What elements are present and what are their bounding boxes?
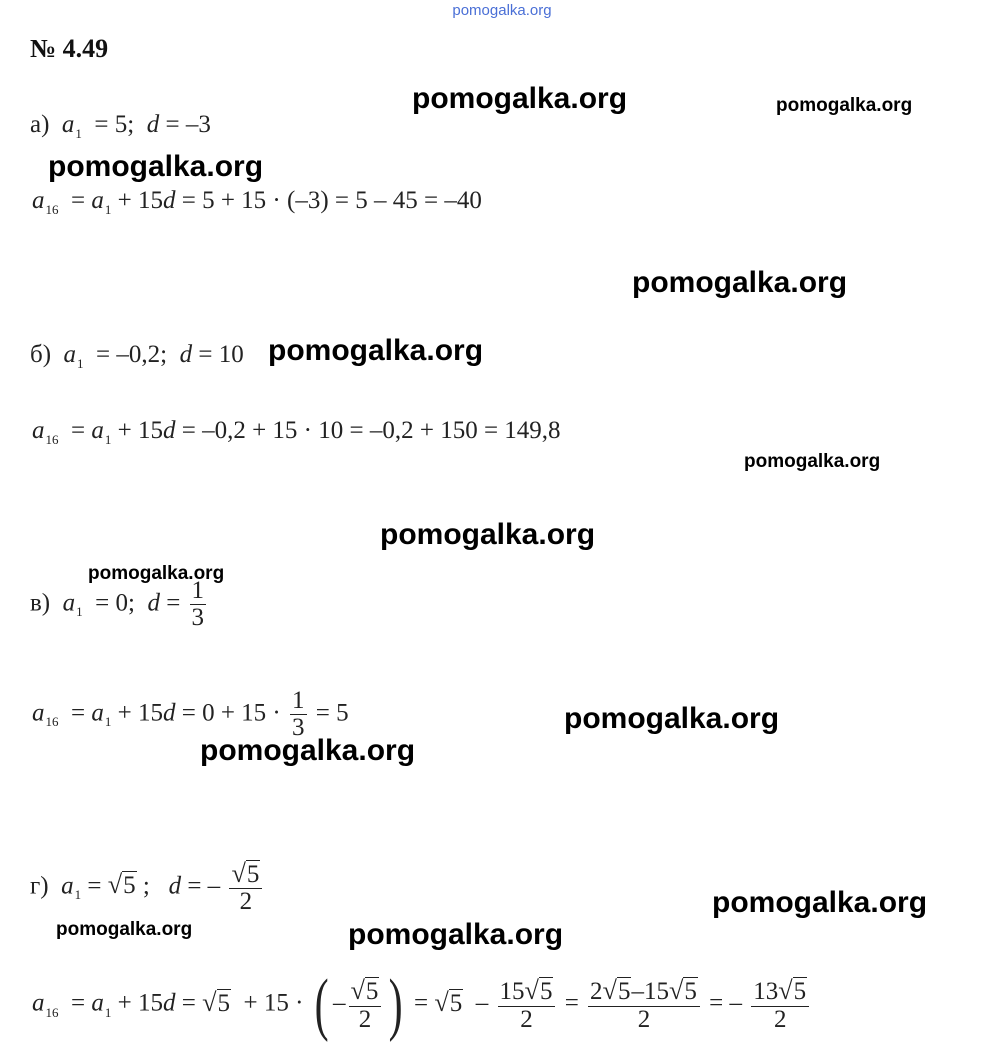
part-v-given: в) $a_1 = 0$; d = $\frac{1}{3}$: [30, 577, 205, 632]
watermark: pomogalka.org: [776, 95, 913, 116]
fraction: $\frac{1}{3}$: [191, 577, 205, 632]
part-v-solution: $a_{16} = a_1 + 15d = 0 + 15$ · $\frac{1}{3}$ = 5: [32, 687, 349, 742]
watermark: pomogalka.org: [744, 451, 881, 472]
watermark: pomogalka.org: [412, 82, 628, 115]
watermark: pomogalka.org: [564, 702, 780, 735]
watermark: pomogalka.org: [200, 734, 416, 767]
fraction: $\frac{1}{3}$: [292, 687, 305, 742]
watermark: pomogalka.org: [48, 150, 264, 183]
part-a-given: а) $a_1 = 5$; d = –3: [30, 111, 211, 141]
site-header-link[interactable]: pomogalka.org: [452, 2, 552, 19]
watermark: pomogalka.org: [380, 518, 596, 551]
fraction: $\frac{√5}{2}$: [229, 860, 262, 916]
part-g-given: г) $a_1 = √5$ ; d = – $\frac{√5}{2}$: [30, 860, 265, 916]
fraction: $\frac{15√5}{2}$: [498, 977, 556, 1033]
problem-number: № 4.49: [30, 34, 109, 63]
watermark: pomogalka.org: [712, 886, 928, 919]
watermark: pomogalka.org: [88, 563, 225, 584]
part-b-given: б) $a_1 = -0,2$; d = 10: [30, 341, 244, 371]
fraction: $\frac{√5}{2}$: [349, 977, 382, 1033]
watermark: pomogalka.org: [632, 266, 848, 299]
watermark: pomogalka.org: [268, 334, 484, 367]
part-a-solution: $a_{16} = a_1 + 15d = 5 + 15 \cdot (-3) = 5 - 45 = -40$: [32, 187, 482, 217]
sqrt-expression: √5: [107, 870, 136, 900]
fraction: $\frac{13√5}{2}$: [751, 977, 809, 1033]
watermark: pomogalka.org: [348, 918, 564, 951]
watermark: pomogalka.org: [56, 919, 193, 940]
part-g-solution: $a_{16} = a_1 + 15d = √5 + 15$ · ( – $\frac{√5}{2}$ ) = √5 – $\frac{15√5}{2}$ = $\frac{2√5-15√5}{2}$ = – $\frac{13√5}{2}$: [32, 970, 812, 1040]
fraction: $\frac{2√5-15√5}{2}$: [588, 977, 700, 1033]
part-b-solution: $a_{16} = a_1 + 15d = -0,2 + 15 \cdot 10 = -0,2 + 150 = 149,8$: [32, 417, 561, 447]
